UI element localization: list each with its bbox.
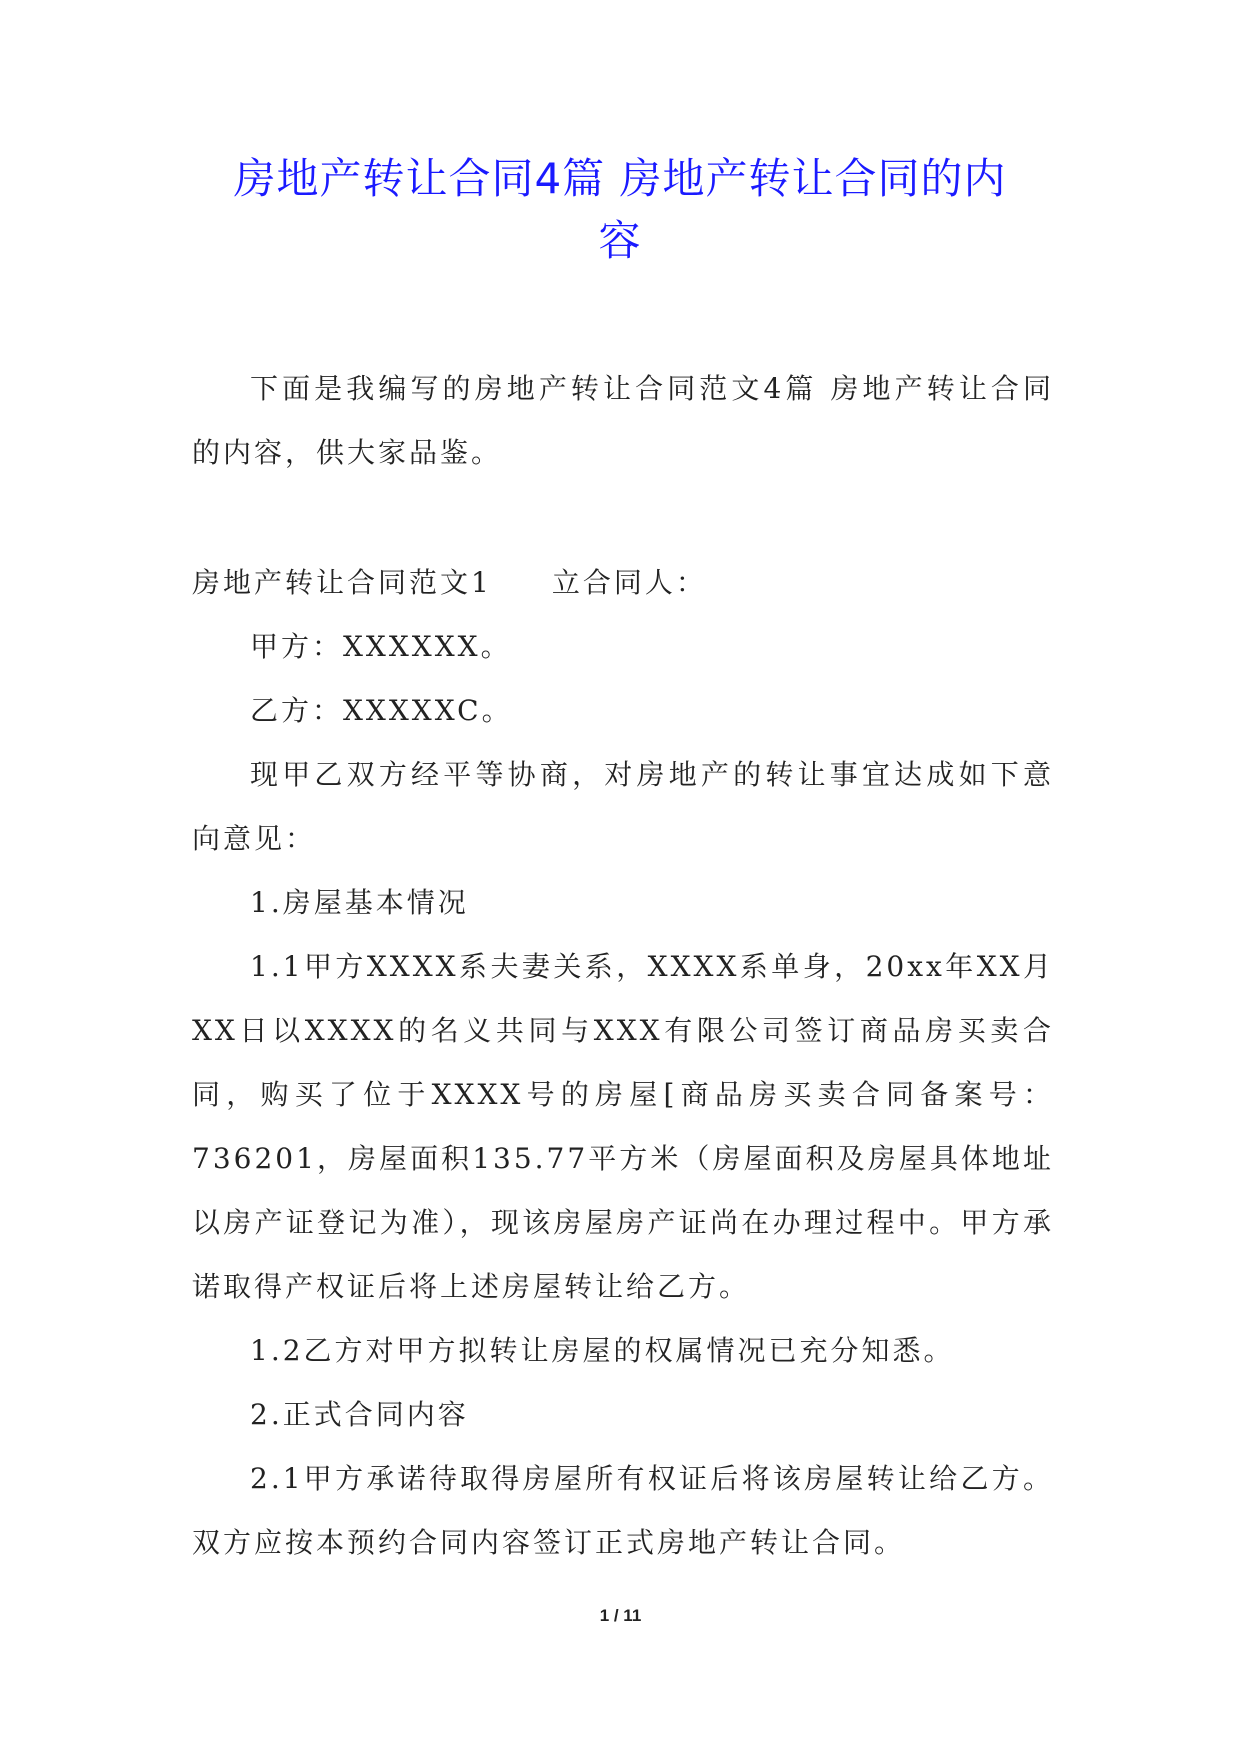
clause-1-heading: 1.房屋基本情况 (250, 886, 469, 919)
clause-1-1: 1.1甲方XXXX系夫妻关系，XXXX系单身，20xx年XX月XX日以XXXX的名义共同与XXX有限公司签订商品房买卖合同，购买了位于XXXX号的房屋[商品房买卖合同备案号：736201，房屋面积135.77平方米（房屋面积及房屋具体地址以房产证登记为准），现该房屋房产证尚在办理过程中。甲方承诺取得产权证后将上述房屋转让给乙方。 (192, 950, 1054, 1303)
section-heading-line (192, 551, 1054, 615)
clause-2-heading: 2.正式合同内容 (250, 1398, 469, 1431)
clause-1-2: 1.2乙方对甲方拟转让房屋的权属情况已充分知悉。 (250, 1334, 955, 1367)
title-line-2: 容 (598, 216, 642, 265)
clause-2-1: 2.1甲方承诺待取得房屋所有权证后将该房屋转让给乙方。双方应按本预约合同内容签订正式房地产转让合同。 (192, 1462, 1054, 1559)
party-b: 乙方：XXXXXC。 (250, 694, 513, 727)
party-a: 甲方：XXXXXX。 (250, 630, 512, 663)
parties-label: 立合同人： (551, 566, 707, 599)
intro-paragraph: 下面是我编写的房地产转让合同范文4篇 房地产转让合同的内容，供大家品鉴。 (192, 372, 1054, 469)
page-number: 1 / 11 (599, 1606, 642, 1625)
section-heading: 房地产转让合同范文1 (192, 566, 492, 599)
preamble-paragraph: 现甲乙双方经平等协商，对房地产的转让事宜达成如下意向意见： (192, 758, 1054, 855)
title-line-1: 房地产转让合同4篇 房地产转让合同的内 (233, 154, 1007, 203)
document-title (150, 148, 1090, 272)
document-body (192, 357, 1054, 1575)
